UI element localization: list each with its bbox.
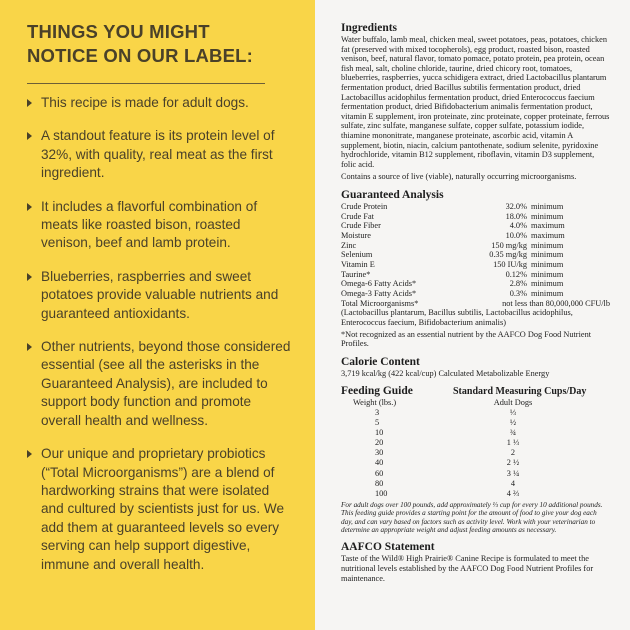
panel-title [27, 20, 293, 68]
analysis-unit: maximum [531, 230, 565, 240]
aafco-text: Taste of the Wild® High Prairie® Canine Recipe is formulated to meet the nutritional levels established by the AAFCO Dog Food Nutrient Profiles for maintenance. [341, 554, 594, 583]
feeding-row [341, 489, 610, 499]
triangle-bullet-icon [27, 343, 32, 351]
analysis-unit: minimum [531, 250, 564, 260]
ingredients-text: Water buffalo, lamb meal, chicken meal, sweet potatoes, peas, potatoes, chicken fat (preserved with mixed tocopherols), egg product, roasted bison, roasted venison, beef, natural flavor, tomato pomace, potato protein, pea protein, ocean fish meal, salt, choline chloride, taurine, dried chicory root, tomatoes, blueberries, raspberries, yucca schidigera extract, dried Lactobacillus plantarum fermentation product, dried Bacillus subtilis fermentation product, dried Lactobacillus acidophilus fermentation product, dried Enterococcus faecium fermentation product, dried Bifidobacterium animalis fermentation product, vitamin E supplement, iron proteinate, zinc proteinate, copper proteinate, ferrous sulfate, zinc sulfate, manganese sulfate, copper sulfate, potassium iodide, thiamine mononitrate, manganese proteinate, ascorbic acid, vitamin A supplement, biotin, niacin, calcium pantothenate, sodium selenite, pyridoxine hydrochloride, vitamin B12 supplement, riboflavin, vitamin D3 supplement, folic acid. [341, 35, 610, 169]
analysis-strains: (Lactobacillus plantarum, Bacillus subtilis, Lactobacillus acidophilus, Enterococcus faecium, Bifidobacterium animalis) [341, 308, 573, 327]
feeding-weight: 60 [375, 468, 384, 478]
triangle-bullet-icon [27, 203, 32, 211]
highlight-item [27, 445, 293, 574]
analysis-value: 4.0% [509, 221, 527, 231]
highlight-text: It includes a flavorful combination of meats like roasted bison, roasted venison, beef and lamb protein. [41, 198, 258, 251]
adult-column-header: Adult Dogs [493, 398, 533, 408]
ingredients-heading: Ingredients [341, 22, 398, 34]
feeding-amount: 1 ⅓ [506, 438, 520, 448]
feeding-weight: 10 [375, 428, 384, 438]
analysis-heading: Guaranteed Analysis [341, 188, 444, 201]
feeding-amount: 2 ½ [506, 458, 520, 468]
feeding-row [341, 458, 610, 468]
analysis-value: 10.0% [505, 230, 527, 240]
analysis-row [341, 289, 610, 299]
feeding-row [341, 408, 610, 418]
feeding-note: For adult dogs over 100 pounds, add approximately ⅓ cup for every 10 additional pounds. This feeding guide provides a starting point for the amount of food to give your dog each day, and can vary based on factors such as activity level. Work with your veterinarian to determine an appropriate weight and adjust feeding amounts as necessary. [341, 500, 603, 534]
calorie-text: 3,719 kcal/kg (422 kcal/cup) Calculated Metabolizable Energy [341, 368, 550, 378]
analysis-row [341, 260, 610, 270]
analysis-table [341, 202, 610, 299]
analysis-value: 2.8% [509, 279, 527, 289]
analysis-row [341, 202, 610, 212]
analysis-unit: minimum [531, 260, 564, 270]
nutrition-label-panel [315, 0, 630, 630]
feeding-row [341, 438, 610, 448]
highlight-item [27, 268, 293, 323]
analysis-total-row [341, 299, 610, 309]
highlight-text: This recipe is made for adult dogs. [41, 95, 249, 110]
analysis-total-name: Total Microorganisms* [341, 298, 419, 308]
analysis-unit: minimum [531, 240, 564, 250]
analysis-unit: minimum [531, 289, 564, 299]
analysis-name: Crude Protein [341, 201, 388, 211]
ingredients-section [341, 22, 610, 182]
feeding-subheading: Standard Measuring Cups/Day [453, 386, 587, 398]
highlight-text: A standout feature is its protein level of 32%, with quality, real meat as the first ingredient. [41, 128, 275, 181]
analysis-row [341, 212, 610, 222]
triangle-bullet-icon [27, 132, 32, 140]
highlight-item [27, 94, 293, 112]
analysis-row [341, 279, 610, 289]
analysis-total-value: not less than 80,000,000 CFU/lb [502, 298, 610, 308]
analysis-value: 150 IU/kg [493, 260, 527, 270]
triangle-bullet-icon [27, 273, 32, 281]
guaranteed-analysis-section [341, 189, 610, 349]
aafco-heading: AAFCO Statement [341, 541, 435, 554]
feeding-row [341, 479, 610, 489]
analysis-name: Taurine* [341, 269, 371, 279]
feeding-amount: ¾ [509, 428, 517, 438]
feeding-row [341, 448, 610, 458]
highlight-text: Other nutrients, beyond those considered essential (see all the asterisks in the Guaranteed Analysis), are included to support body function and promote overall health and wellness. [41, 339, 291, 428]
analysis-row [341, 250, 610, 260]
analysis-name: Crude Fiber [341, 221, 381, 231]
analysis-unit: minimum [531, 269, 564, 279]
analysis-footnote: *Not recognized as an essential nutrient by the AAFCO Dog Food Nutrient Profiles. [341, 329, 592, 349]
analysis-name: Omega-3 Fatty Acids* [341, 289, 417, 299]
analysis-name: Vitamin E [341, 260, 375, 270]
analysis-row [341, 241, 610, 251]
feeding-heading: Feeding Guide [341, 385, 413, 398]
highlight-item [27, 127, 293, 182]
analysis-name: Zinc [341, 240, 357, 250]
feeding-amount: 4 [510, 478, 516, 488]
analysis-name: Omega-6 Fatty Acids* [341, 279, 417, 289]
feeding-weight: 40 [375, 458, 384, 468]
feeding-column-headers [341, 398, 610, 408]
calorie-heading: Calorie Content [341, 355, 420, 368]
feeding-row [341, 418, 610, 428]
analysis-value: 0.3% [509, 289, 527, 299]
feeding-weight: 3 [375, 407, 380, 417]
analysis-row [341, 231, 610, 241]
highlight-list [27, 94, 293, 574]
feeding-weight: 20 [375, 438, 384, 448]
analysis-row [341, 270, 610, 280]
analysis-row [341, 221, 610, 231]
calorie-section [341, 356, 610, 379]
feeding-amount: ½ [509, 418, 517, 428]
analysis-value: 0.12% [505, 269, 527, 279]
aafco-section [341, 541, 610, 583]
analysis-name: Selenium [341, 250, 373, 260]
title-divider [27, 83, 265, 84]
highlight-text: Blueberries, raspberries and sweet potatoes provide valuable nutrients and guaranteed antioxidants. [41, 268, 279, 321]
highlight-text: Our unique and proprietary probiotics (“Total Microorganisms”) are a blend of hardworking strains that were isolated and cultured by scientists just for us. We add them at guaranteed levels so every serving can help support digestive, immune and overall health. [41, 446, 285, 572]
feeding-amount: 2 [510, 448, 516, 458]
feeding-weight: 100 [375, 488, 388, 498]
feeding-header [341, 385, 610, 398]
highlight-item [27, 338, 293, 430]
title-line-1: THINGS YOU MIGHT [27, 21, 210, 42]
ingredients-note: Contains a source of live (viable), naturally occurring microorganisms. [341, 172, 577, 182]
title-line-2: NOTICE ON OUR LABEL: [27, 45, 253, 66]
analysis-value: 0.35 mg/kg [489, 250, 527, 260]
analysis-unit: minimum [531, 211, 564, 221]
feeding-row [341, 469, 610, 479]
feeding-weight: 80 [375, 478, 384, 488]
triangle-bullet-icon [27, 450, 32, 458]
weight-column-header: Weight (lbs.) [353, 398, 397, 408]
analysis-unit: minimum [531, 201, 564, 211]
feeding-amount: 3 ¼ [506, 468, 520, 478]
analysis-name: Moisture [341, 230, 371, 240]
analysis-value: 18.0% [505, 211, 527, 221]
analysis-name: Crude Fat [341, 211, 374, 221]
feeding-amount: ⅓ [509, 407, 517, 417]
triangle-bullet-icon [27, 99, 32, 107]
feeding-table [341, 408, 610, 499]
feeding-weight: 5 [375, 418, 380, 428]
highlight-item [27, 198, 293, 253]
analysis-value: 32.0% [505, 201, 527, 211]
analysis-unit: minimum [531, 279, 564, 289]
feeding-amount: 4 ⅔ [506, 488, 520, 498]
feeding-weight: 30 [375, 448, 384, 458]
analysis-value: 150 mg/kg [491, 240, 527, 250]
feeding-guide-section [341, 385, 610, 534]
analysis-unit: maximum [531, 221, 565, 231]
feeding-row [341, 428, 610, 438]
